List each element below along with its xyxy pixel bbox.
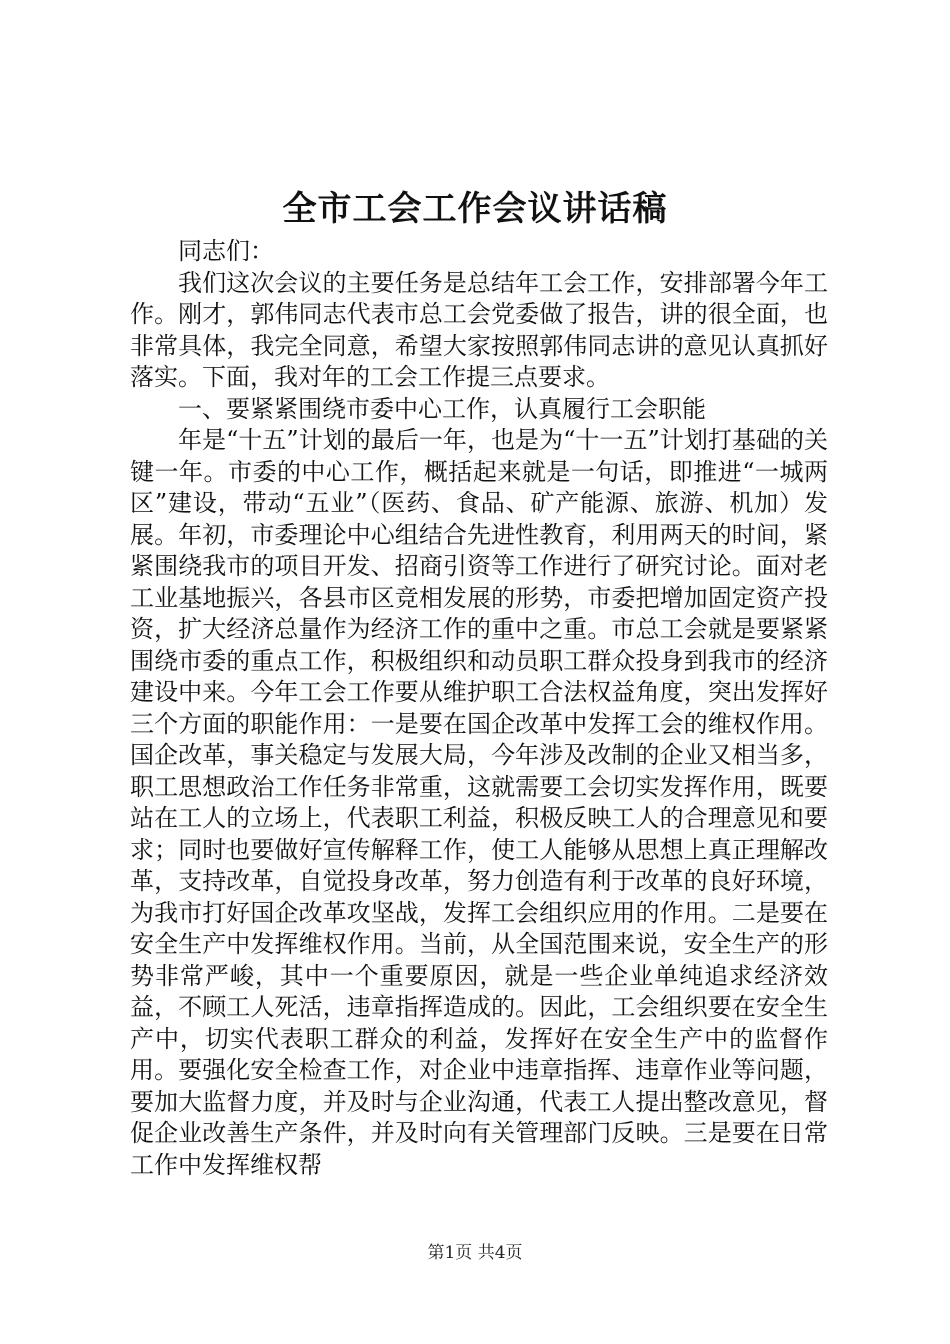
section-heading-1: 一、要紧紧围绕市委中心工作，认真履行工会职能 — [178, 394, 706, 423]
document-title: 全市工会工作会议讲话稿 — [282, 189, 668, 229]
document-body — [130, 236, 828, 1181]
page-footer: 第1页 共4页 — [427, 1243, 523, 1263]
paragraph-section-1: 年是“十五”计划的最后一年，也是为“十一五”计划打基础的关键一年。市委的中心工作，概括起来就是一句话，即推进“一城两区”建设，带动“五业”（医药、食品、矿产能源、旅游、机加）发展。年初，市委理论中心组结合先进性教育，利用两天的时间，紧紧围绕我市的项目开发、招商引资等工作进行了研究讨论。面对老工业基地振兴，各县市区竞相发展的形势，市委把增加固定资产投资，扩大经济总量作为经济工作的重中之重。市总工会就是要紧紧围绕市委的重点工作，积极组织和动员职工群众投身到我市的经济建设中来。今年工会工作要从维护职工合法权益角度，突出发挥好三个方面的职能作用：一是要在国企改革中发挥工会的维权作用。国企改革，事关稳定与发展大局，今年涉及改制的企业又相当多，职工思想政治工作任务非常重，这就需要工会切实发挥作用，既要站在工人的立场上，代表职工利益，积极反映工人的合理意见和要求；同时也要做好宣传解释工作，使工人能够从思想上真正理解改革，支持改革，自觉投身改革，努力创造有利于改革的良好环境，为我市打好国企改革攻坚战，发挥工会组织应用的作用。二是要在安全生产中发挥维权作用。当前，从全国范围来说，安全生产的形势非常严峻，其中一个重要原因，就是一些企业单纯追求经济效益，不顾工人死活，违章指挥造成的。因此，工会组织要在安全生产中，切实代表职工群众的利益，发挥好在安全生产中的监督作用。要强化安全检查工作，对企业中违章指挥、违章作业等问题，要加大监督力度，并及时与企业沟通，代表工人提出整改意见，督促企业改善生产条件，并及时向有关管理部门反映。三是要在日常工作中发挥维权帮 — [130, 426, 828, 1179]
salutation: 同志们： — [178, 237, 274, 265]
paragraph-intro: 我们这次会议的主要任务是总结年工会工作，安排部署今年工作。刚才，郭伟同志代表市总工会党委做了报告，讲的很全面，也非常具体，我完全同意，希望大家按照郭伟同志讲的意见认真抓好落实。下面，我对年的工会工作提三点要求。 — [130, 268, 828, 391]
